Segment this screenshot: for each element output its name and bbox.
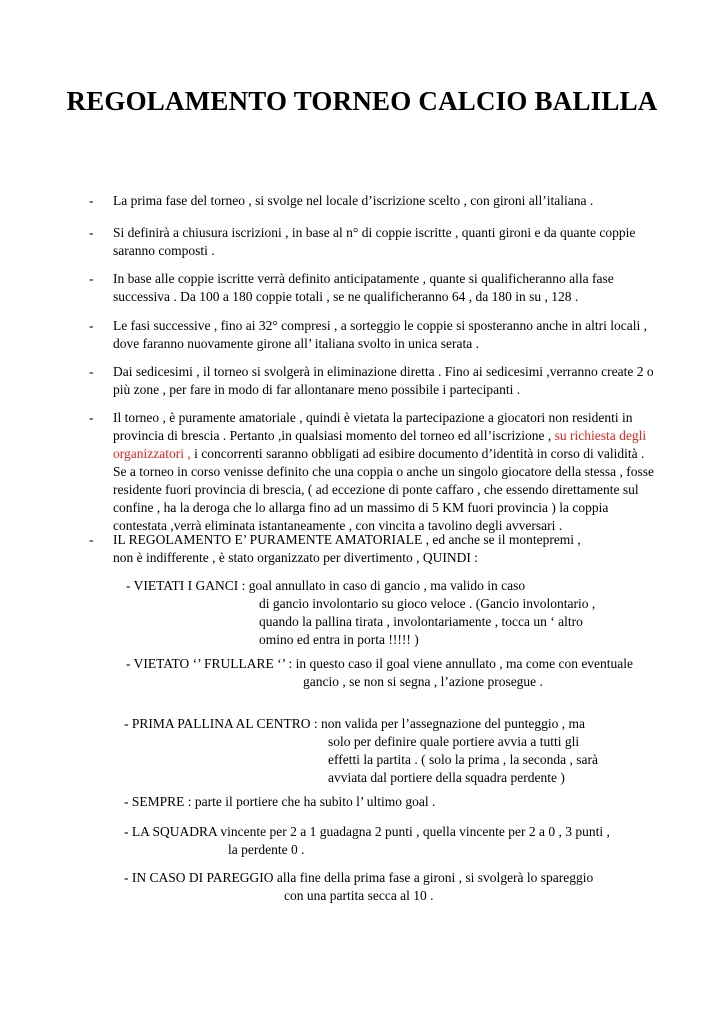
list-item-line: più zone , per fare in modo di far allontanare meno possibile i partecipanti . — [113, 382, 521, 397]
list-item-line: IL REGOLAMENTO E’ PURAMENTE AMATORIALE , ed anche se il montepremi , — [113, 532, 581, 547]
rule-line: solo per definire quale portiere avvia a tutti gli — [328, 734, 580, 749]
bullet-dash: - — [89, 318, 94, 333]
bullet-dash: - — [89, 193, 94, 208]
rule-lead: - SEMPRE : parte il portiere che ha subito l’ ultimo goal . — [124, 794, 436, 809]
list-item — [86, 224, 666, 260]
line-text: i concorrenti saranno obbligati ad esibire documento d’identità in corso di validità . — [190, 446, 645, 461]
list-item-line: Le fasi successive , fino ai 32° compresi , a sorteggio le coppie si sposteranno anche in altri locali , — [113, 318, 647, 333]
list-item-line: residente fuori provincia di brescia, ( ad eccezione di ponte caffaro , che essendo direttamente sul — [113, 482, 639, 497]
list-item — [86, 363, 666, 399]
bullet-dash: - — [89, 225, 94, 240]
bullet-dash: - — [89, 532, 94, 547]
list-item — [86, 270, 666, 306]
rule-line: la perdente 0 . — [228, 842, 305, 857]
highlighted-text: organizzatori , — [113, 446, 191, 461]
list-item-line: successiva . Da 100 a 180 coppie totali , se ne qualificheranno 64 , da 180 in su , 128 . — [113, 289, 579, 304]
document-title: REGOLAMENTO TORNEO CALCIO BALILLA — [66, 86, 658, 116]
rule-lead: - LA SQUADRA vincente per 2 a 1 guadagna 2 punti , quella vincente per 2 a 0 , 3 punti , — [124, 824, 610, 839]
rule-lead: - PRIMA PALLINA AL CENTRO : non valida per l’assegnazione del punteggio , ma — [124, 716, 585, 731]
list-item-line: confine , ha la deroga che lo allarga fino ad un massimo di 5 KM fuori provincia ) la coppia — [113, 500, 609, 515]
list-item-line: Si definirà a chiusura iscrizioni , in base al n° di coppie iscritte , quanti gironi e da quante coppie — [113, 225, 636, 240]
rule-vietato-frullare — [126, 655, 634, 709]
list-item-line — [113, 427, 666, 445]
rule-line: omino ed entra in porta !!!!! ) — [259, 632, 419, 647]
list-item — [86, 409, 666, 535]
list-item-line: Dai sedicesimi , il torneo si svolgerà in eliminazione diretta . Fino ai sedicesimi ,verranno create 2 o — [113, 364, 654, 379]
rule-lead: - VIETATO ‘’ FRULLARE ‘’ : in questo caso il goal viene annullato , ma come con eventuale — [126, 656, 634, 671]
rule-pareggio — [124, 869, 594, 923]
list-item-line: non è indifferente , è stato organizzato per divertimento , QUINDI : — [113, 550, 479, 565]
rule-continuation — [303, 673, 543, 691]
rule-line: effetti la partita . ( solo la prima , la seconda , sarà — [328, 752, 599, 767]
line-text: provincia di brescia . Pertanto ,in qualsiasi momento del torneo ed all’iscrizione , — [113, 428, 555, 443]
list-item-line: In base alle coppie iscritte verrà definito anticipatamente , quante si qualificheranno alla fase — [113, 271, 614, 286]
list-item-line: dove faranno nuovamente girone all’ italiana svolto in unica serata . — [113, 336, 479, 351]
rule-continuation — [284, 887, 434, 905]
list-item-line: Se a torneo in corso venisse definito che una coppia o anche un singolo giocatore della stessa , fosse — [113, 464, 654, 479]
rule-line: con una partita secca al 10 . — [284, 888, 434, 903]
list-item — [86, 317, 666, 353]
bullet-dash: - — [89, 271, 94, 286]
bullet-dash: - — [89, 364, 94, 379]
list-item-line: La prima fase del torneo , si svolge nel locale d’iscrizione scelto , con gironi all’italiana . — [113, 193, 594, 208]
rule-prima-pallina — [124, 715, 599, 785]
bullet-dash: - — [89, 410, 94, 425]
rule-line: quando la pallina tirata , involontariamente , tocca un ‘ altro — [259, 614, 583, 629]
list-item-line: contestata ,verrà eliminata istantaneamente , con vincita a tavolino degli avversari . — [113, 518, 563, 533]
rule-lead: - VIETATI I GANCI : goal annullato in caso di gancio , ma valido in caso — [126, 578, 526, 593]
rule-line: gancio , se non si segna , l’azione prosegue . — [303, 674, 543, 689]
list-item — [86, 192, 666, 210]
rule-continuation — [228, 841, 304, 859]
rule-continuation — [259, 595, 595, 649]
rule-lead: - IN CASO DI PAREGGIO alla fine della prima fase a gironi , si svolgerà lo spareggio — [124, 870, 594, 885]
list-item-line: Il torneo , è puramente amatoriale , quindi è vietata la partecipazione a giocatori non residenti in — [113, 410, 633, 425]
list-item-line: saranno composti . — [113, 243, 215, 258]
rule-line: avviata dal portiere della squadra perdente ) — [328, 770, 565, 785]
rule-continuation — [328, 733, 598, 787]
rule-line: di gancio involontario su gioco veloce . (Gancio involontario , — [259, 596, 596, 611]
rule-vietati-ganci — [126, 577, 596, 647]
highlighted-text: su richiesta degli — [554, 428, 647, 443]
list-item-line — [113, 445, 666, 463]
list-item — [86, 531, 666, 567]
